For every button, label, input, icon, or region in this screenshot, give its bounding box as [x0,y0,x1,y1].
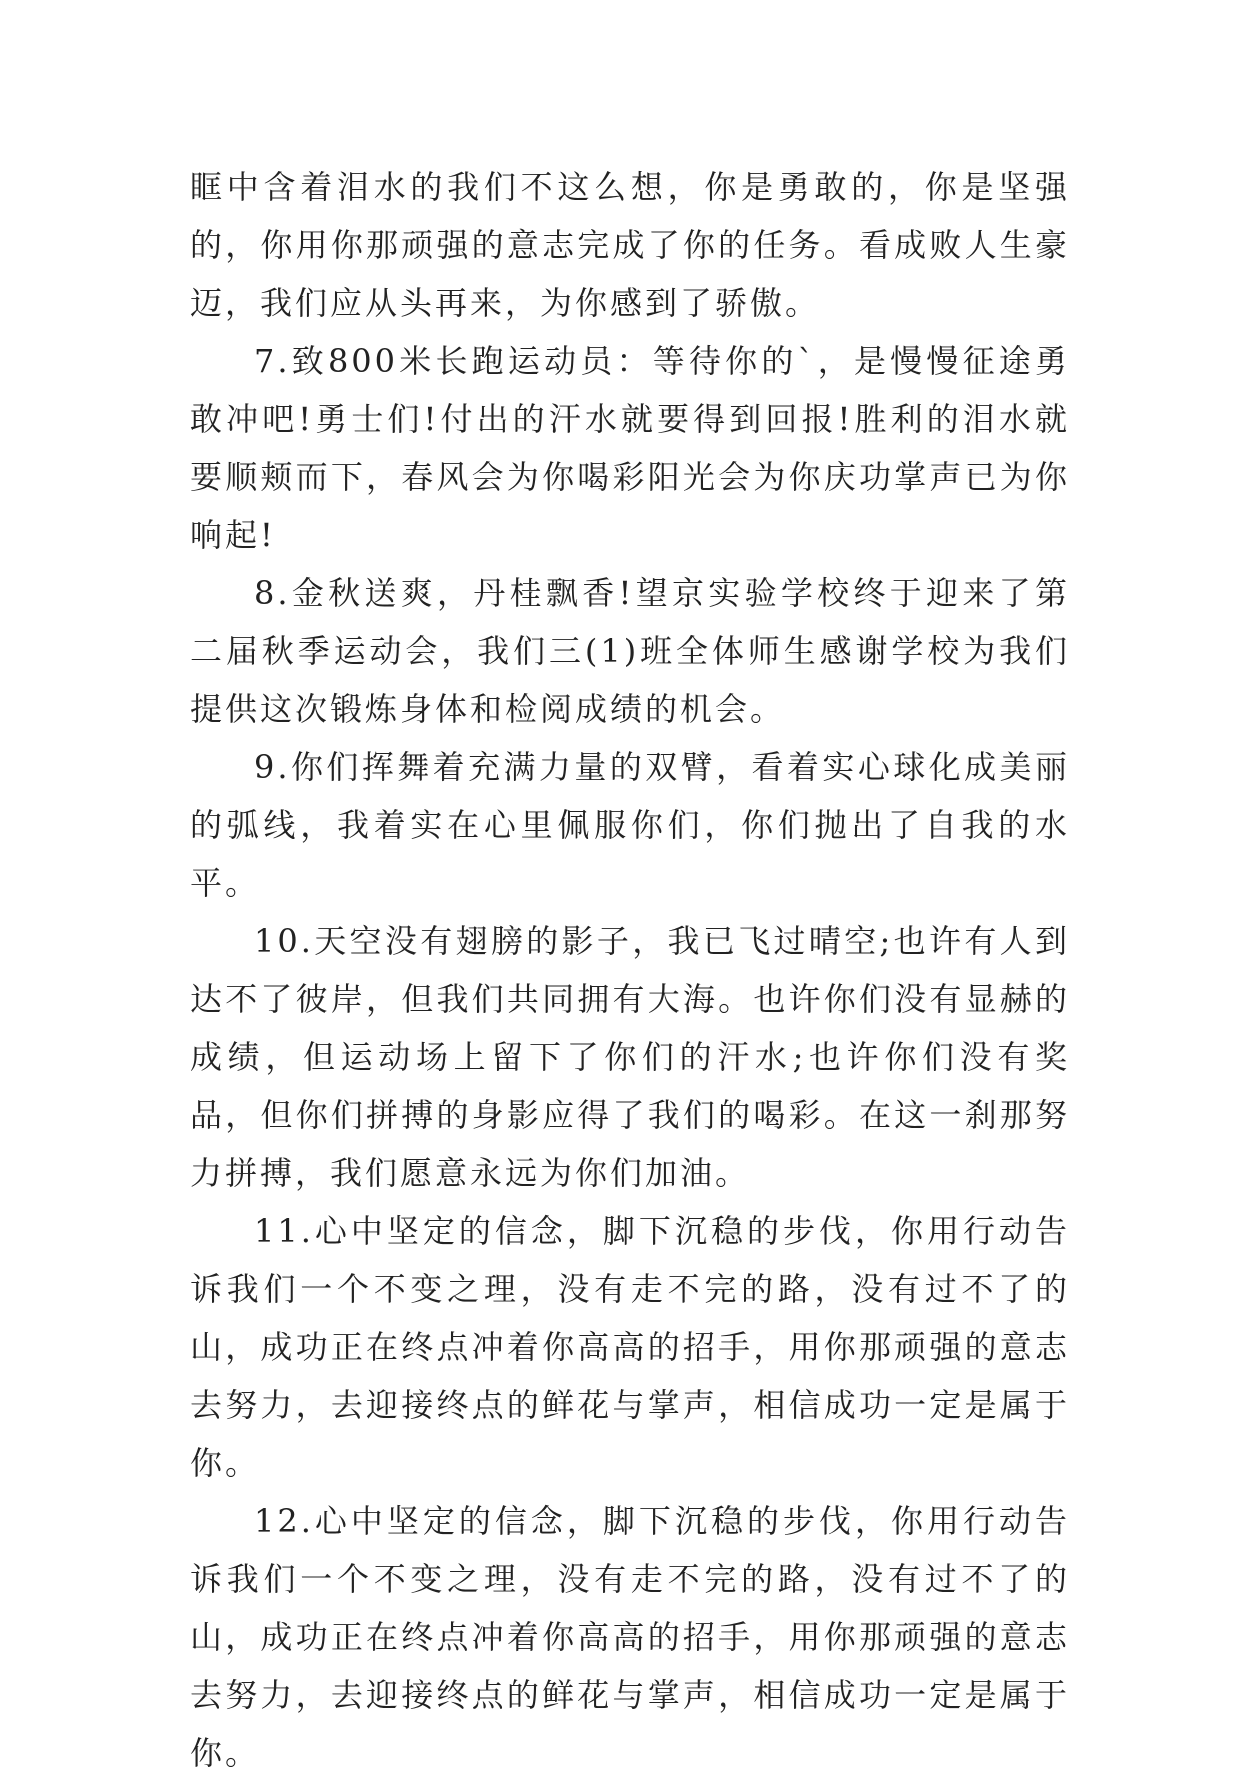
paragraph-item-7: 7.致800米长跑运动员：等待你的`，是慢慢征途勇敢冲吧!勇士们!付出的汗水就要得到回报!胜利的泪水就要顺颊而下，春风会为你喝彩阳光会为你庆功掌声已为你响起! [190,342,1070,554]
document-body [190,158,1070,1782]
paragraph-item-9: 9.你们挥舞着充满力量的双臂，看着实心球化成美丽的弧线，我着实在心里佩服你们，你们抛出了自我的水平。 [190,748,1070,902]
paragraph-item-12: 12.心中坚定的信念，脚下沉稳的步伐，你用行动告诉我们一个不变之理，没有走不完的路，没有过不了的山，成功正在终点冲着你高高的招手，用你那顽强的意志去努力，去迎接终点的鲜花与掌声，相信成功一定是属于你。 [190,1502,1070,1772]
paragraph-item-10: 10.天空没有翅膀的影子，我已飞过晴空;也许有人到达不了彼岸，但我们共同拥有大海。也许你们没有显赫的成绩，但运动场上留下了你们的汗水;也许你们没有奖品，但你们拼搏的身影应得了我们的喝彩。在这一刹那努力拼搏，我们愿意永远为你们加油。 [190,922,1070,1192]
paragraph-item-11: 11.心中坚定的信念，脚下沉稳的步伐，你用行动告诉我们一个不变之理，没有走不完的路，没有过不了的山，成功正在终点冲着你高高的招手，用你那顽强的意志去努力，去迎接终点的鲜花与掌声，相信成功一定是属于你。 [190,1212,1070,1482]
paragraph-continuation: 眶中含着泪水的我们不这么想，你是勇敢的，你是坚强的，你用你那顽强的意志完成了你的任务。看成败人生豪迈，我们应从头再来，为你感到了骄傲。 [190,168,1070,322]
paragraph-item-8: 8.金秋送爽，丹桂飘香!望京实验学校终于迎来了第二届秋季运动会，我们三(1)班全体师生感谢学校为我们提供这次锻炼身体和检阅成绩的机会。 [190,574,1070,728]
